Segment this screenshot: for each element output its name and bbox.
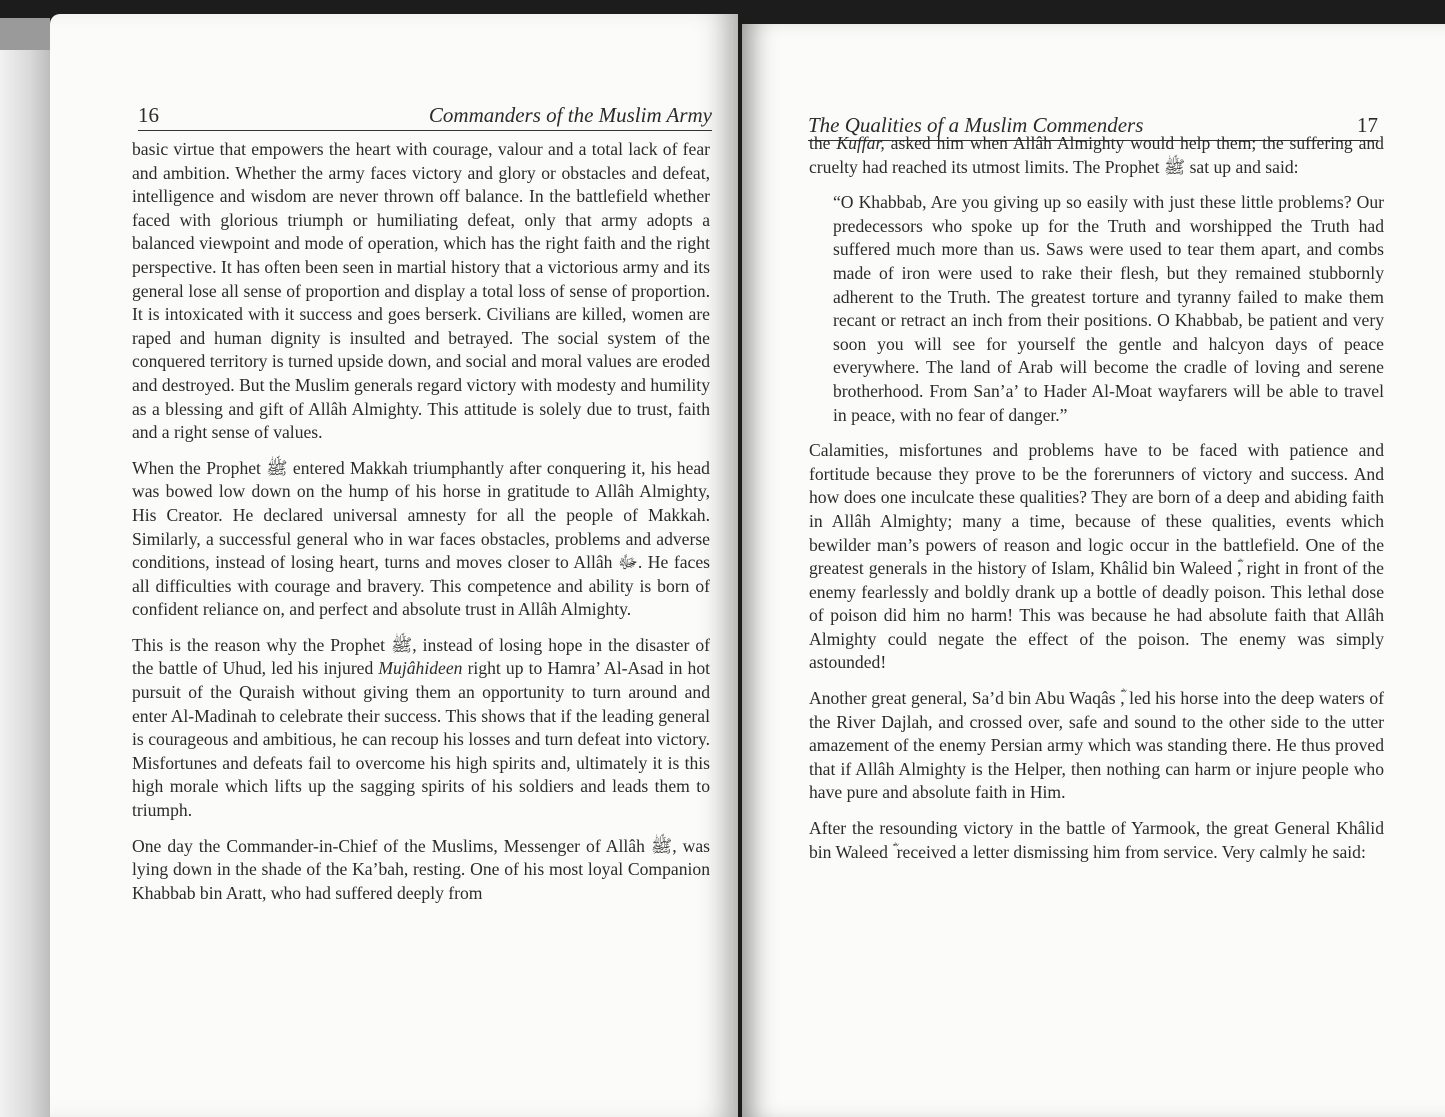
left-page-body [132, 138, 710, 917]
paragraph: Calamities, misfortunes and problems have to be faced with patience and fortitude because they prove to be the forerunners of victory and success. And how does one inculcate these qualities? They are born of a deep and abiding faith in Allâh Almighty; many a time, because of these qualities, events which bewilder man’s powers of reason and logic occur in the battlefield. One of the greatest generals in the history of Islam, Khâlid bin Waleed ؓ, right in front of the enemy fearlessly and boldly drank up a bottle of deadly poison. This lethal dose of poison did him no harm! This was because he had absolute faith that Allâh Almighty could negate the effect of the poison. The enemy was simply astounded! [809, 440, 1384, 673]
paragraph: Another great general, Sa’d bin Abu Waqâs ؓ, led his horse into the deep waters of the River Dajlah, and crossed over, safe and sound to the other side to the utter amazement of the enemy Persian army which was standing there. He thus proved that if Allâh Almighty is the Helper, then nothing can harm or injure people who have pure and absolute faith in Him. [809, 688, 1384, 803]
paragraph-text: asked him when Allâh Almighty would help them; the suffering and cruelty had reached its utmost limits. The Prophet ﷺ sat up and said: [809, 133, 1384, 177]
right-page-body [809, 132, 1384, 876]
left-page-header [138, 92, 712, 131]
paragraph-text: right up to Hamra’ Al-Asad in hot pursuit of the Quraish without giving them an opportunity to turn around and enter Al-Madinah to celebrate their success. This shows that if the leading general is courageous and ambitious, he can recoup his losses and turn defeat into victory. Misfortunes and defeats fail to overcome his high spirits and, ultimately it is this high morale which lifts up the sagging spirits of his soldiers and leads them to triumph. [132, 658, 710, 821]
paragraph-text: the [809, 133, 837, 153]
paragraph [809, 132, 1384, 179]
paragraph: basic virtue that empowers the heart with courage, valour and a total lack of fear and ambition. Whether the army faces victory and glory or obstacles and defeat, intelligence and wisdom are never thrown off balance. In the battlefield whether faced with glorious triumph or humiliating defeat, only that army adopts a balanced viewpoint and mode of operation, which has the right faith and the right perspective. It has often been seen in martial history that a victorious army and its general lose all sense of proportion and display a total loss of sense of proportion. It is intoxicated with it success and goes berserk. Civilians are killed, women are raped and human dignity is insulted and betrayed. The social system of the conquered territory is turned upside down, and social and moral values are eroded and destroyed. But the Muslim generals regard victory with modesty and humility as a blessing and gift of Allâh Almighty. This attitude is solely due to trust, faith and a right sense of values. [132, 139, 710, 443]
right-page [742, 24, 1445, 1117]
italic-term: Kuffar, [836, 133, 885, 153]
page-edge-stack [0, 18, 50, 1117]
italic-term: Mujâhideen [378, 658, 463, 679]
running-title: The Qualities of a Muslim Commenders [808, 113, 1144, 137]
paragraph [132, 634, 710, 823]
page-number: 16 [138, 103, 159, 127]
paragraph: One day the Commander-in-Chief of the Muslims, Messenger of Allâh ﷺ, was lying down in the shade of the Ka’bah, resting. One of his most loyal Companion Khabbab bin Aratt, who had suffered deeply from [132, 835, 710, 903]
page-edge-shadow [0, 18, 50, 50]
running-title: Commanders of the Muslim Army [428, 103, 712, 127]
page-number: 17 [1357, 113, 1378, 137]
block-quote: “O Khabbab, Are you giving up so easily with just these little problems? Our predecessors who spoke up for the Truth and worshipped the Truth had suffered much more than us. Saws were used to tear them apart, and combs made of iron were used to rake their flesh, but they remained stubbornly adherent to the Truth. The greatest torture and tyranny failed to make them recant or retract an inch from their positions. O Khabbab, be patient and very soon you will see for yourself the gentle and halcyon days of peace everywhere. The land of Arab will become the cradle of loving and serene brotherhood. From San’a’ to Hader Al-Moat wayfarers will be able to travel in peace, with no fear of danger.” [833, 192, 1384, 425]
paragraph: After the resounding victory in the battle of Yarmook, the great General Khâlid bin Waleed ؓ received a letter dismissing him from service. Very calmly he said: [809, 818, 1384, 862]
paragraph-text: This is the reason why the Prophet ﷺ, instead of losing hope in the disaster of the battle of Uhud, led his injured [132, 634, 710, 679]
paragraph: When the Prophet ﷺ entered Makkah triumphantly after conquering it, his head was bowed low down on the hump of his horse in gratitude to Allâh Almighty, His Creator. He declared universal amnesty for all the people of Makkah. Similarly, a successful general who in war faces obstacles, problems and adverse conditions, instead of losing heart, turns and moves closer to Allâh ﷻ. He faces all difficulties with courage and bravery. This competence and ability is born of confident reliance on, and perfect and absolute trust in Allâh Almighty. [132, 457, 710, 620]
left-page [50, 14, 738, 1117]
